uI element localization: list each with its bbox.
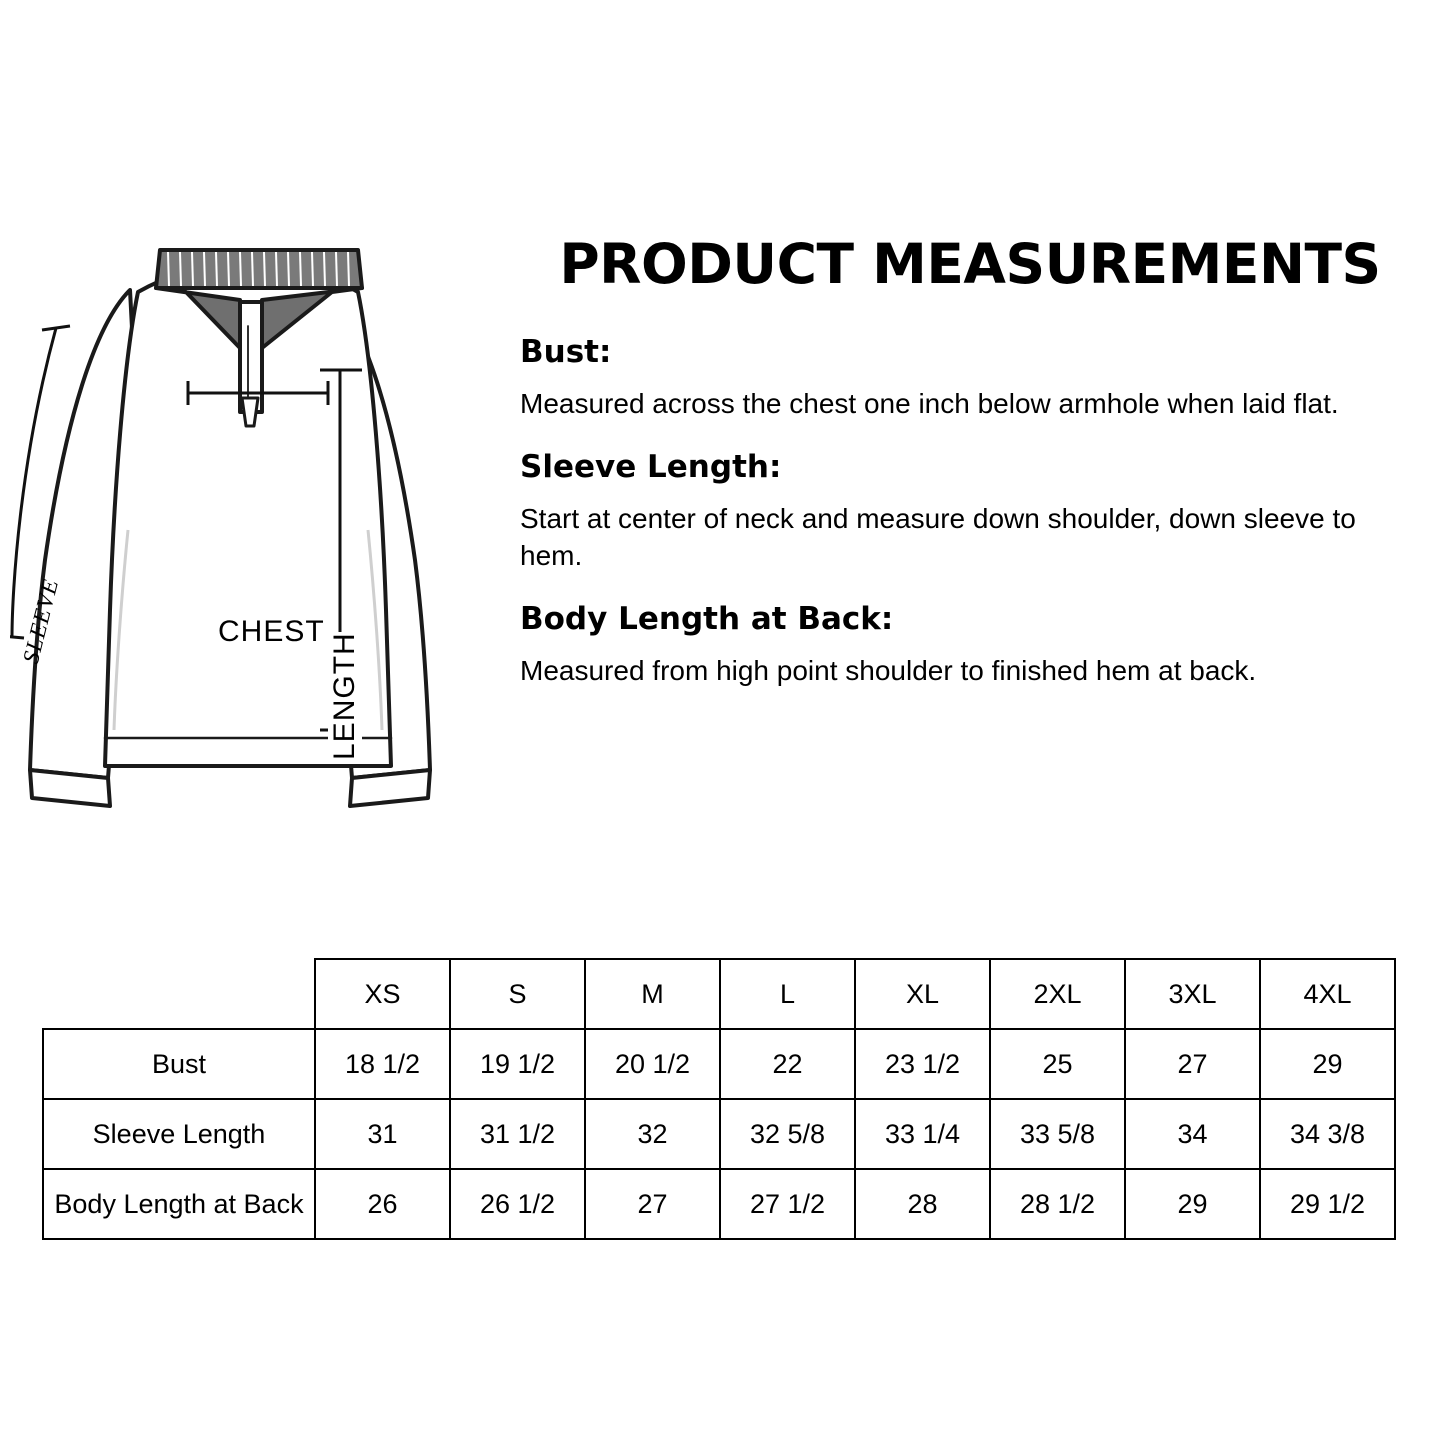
table-row	[43, 1029, 1395, 1099]
column-header-m: M	[585, 959, 720, 1029]
cell-bodylength-xl: 28	[855, 1169, 990, 1239]
cell-bust-2xl: 25	[990, 1029, 1125, 1099]
row-label-bust: Bust	[43, 1029, 315, 1099]
column-header-xl: XL	[855, 959, 990, 1029]
section-heading-sleeve-length: Sleeve Length:	[520, 448, 782, 485]
cell-bust-4xl: 29	[1260, 1029, 1395, 1099]
cell-sleeve-s: 31 1/2	[450, 1099, 585, 1169]
column-header-l: L	[720, 959, 855, 1029]
section-bust	[520, 334, 1420, 423]
cell-sleeve-2xl: 33 5/8	[990, 1099, 1125, 1169]
cell-bodylength-3xl: 29	[1125, 1169, 1260, 1239]
column-header-xs: XS	[315, 959, 450, 1029]
page-title: PRODUCT MEASUREMENTS	[559, 232, 1381, 296]
garment-illustration	[10, 230, 510, 870]
cell-bust-xl: 23 1/2	[855, 1029, 990, 1099]
cell-sleeve-xl: 33 1/4	[855, 1099, 990, 1169]
table-row	[43, 1169, 1395, 1239]
table-row	[43, 1099, 1395, 1169]
table-header-row	[43, 959, 1395, 1029]
section-sleeve-length	[520, 449, 1420, 575]
section-body-sleeve-length: Start at center of neck and measure down shoulder, down sleeve to hem.	[520, 502, 1356, 571]
size-chart-table-wrapper	[42, 958, 1394, 1240]
cell-bust-s: 19 1/2	[450, 1029, 585, 1099]
cell-bodylength-4xl: 29 1/2	[1260, 1169, 1395, 1239]
cell-bodylength-s: 26 1/2	[450, 1169, 585, 1239]
cell-bodylength-xs: 26	[315, 1169, 450, 1239]
cell-bodylength-2xl: 28 1/2	[990, 1169, 1125, 1239]
table-corner-cell	[43, 959, 315, 1029]
size-chart-table	[42, 958, 1396, 1240]
cell-bust-l: 22	[720, 1029, 855, 1099]
polo-shirt-icon	[10, 230, 510, 870]
cell-bodylength-m: 27	[585, 1169, 720, 1239]
cell-sleeve-l: 32 5/8	[720, 1099, 855, 1169]
cell-sleeve-4xl: 34 3/8	[1260, 1099, 1395, 1169]
section-body-length-at-back	[520, 601, 1420, 690]
section-body-bust: Measured across the chest one inch below armhole when laid flat.	[520, 388, 1339, 419]
cell-sleeve-3xl: 34	[1125, 1099, 1260, 1169]
sleeve-label: SLEEVE	[18, 576, 64, 667]
cell-sleeve-xs: 31	[315, 1099, 450, 1169]
column-header-2xl: 2XL	[990, 959, 1125, 1029]
cell-sleeve-m: 32	[585, 1099, 720, 1169]
section-body-body-length-at-back: Measured from high point shoulder to finished hem at back.	[520, 654, 1257, 686]
cell-bust-m: 20 1/2	[585, 1029, 720, 1099]
cell-bust-3xl: 27	[1125, 1029, 1260, 1099]
column-header-s: S	[450, 959, 585, 1029]
measurement-text-column	[520, 232, 1420, 716]
row-label-sleeve-length: Sleeve Length	[43, 1099, 315, 1169]
chest-label: CHEST	[218, 615, 325, 648]
section-heading-bust: Bust:	[520, 334, 612, 370]
column-header-4xl: 4XL	[1260, 959, 1395, 1029]
column-header-3xl: 3XL	[1125, 959, 1260, 1029]
cell-bust-xs: 18 1/2	[315, 1029, 450, 1099]
length-label: LENGTH	[328, 632, 361, 760]
section-heading-body-length-at-back: Body Length at Back:	[520, 600, 894, 637]
row-label-body-length-at-back: Body Length at Back	[43, 1169, 315, 1239]
cell-bodylength-l: 27 1/2	[720, 1169, 855, 1239]
